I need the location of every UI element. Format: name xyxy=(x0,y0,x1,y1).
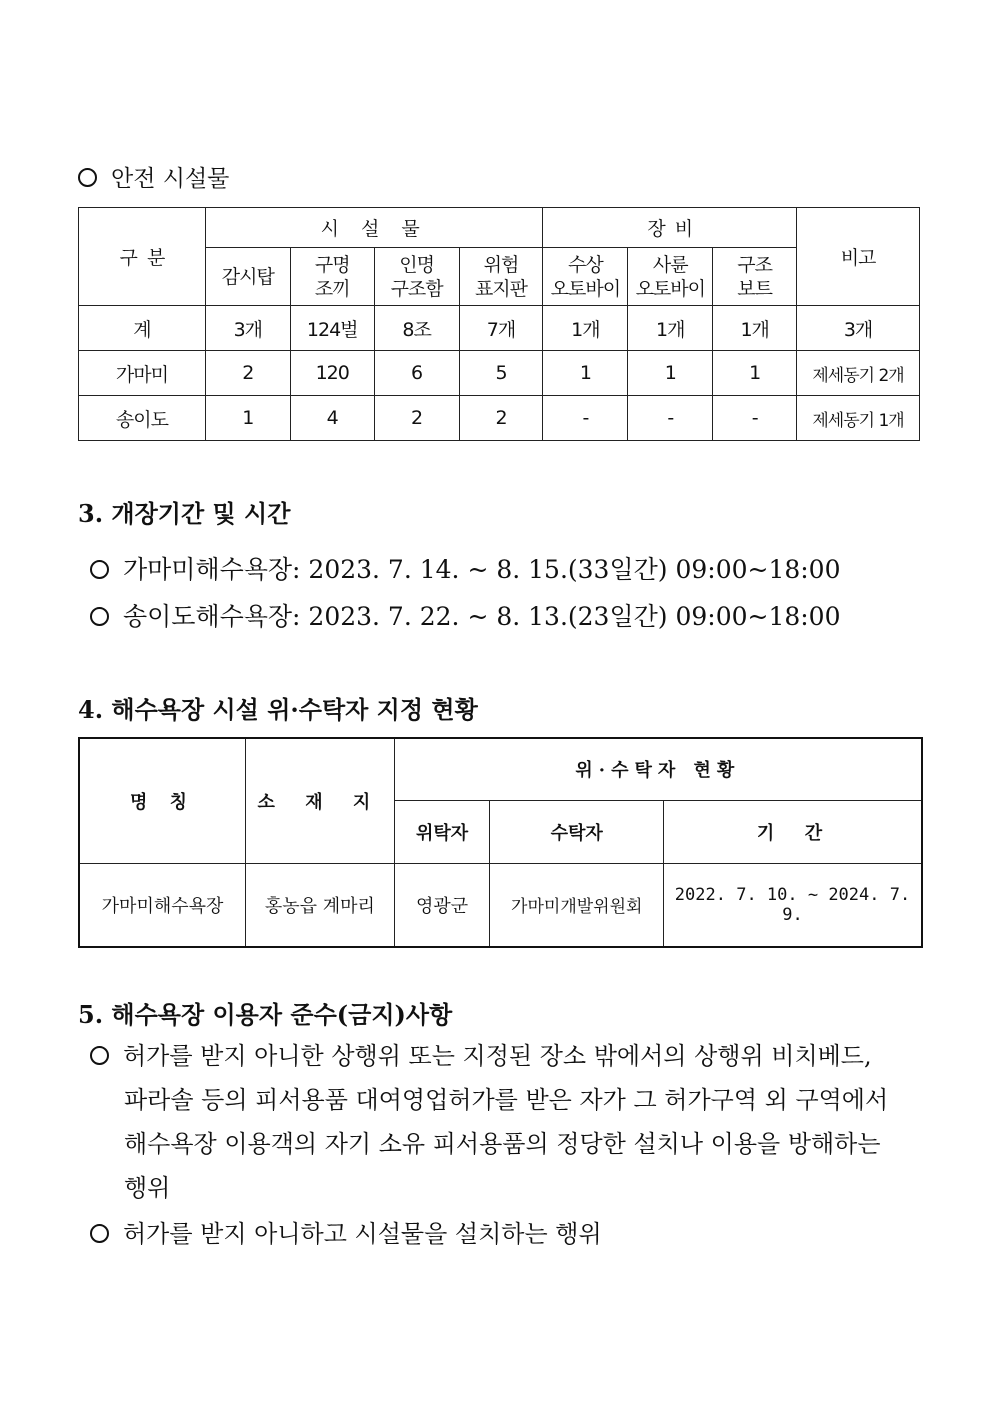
header-item: 구명 조끼 xyxy=(290,248,374,306)
cell-consignee: 가마미개발위원회 xyxy=(490,863,664,947)
section5-line: 파라솔 등의 피서용품 대여영업허가를 받은 자가 그 허가구역 외 구역에서 xyxy=(124,1086,889,1114)
cell: 1개 xyxy=(628,306,713,351)
safety-table xyxy=(78,207,920,441)
header-period: 기 간 xyxy=(664,800,922,863)
header-consignor: 위탁자 xyxy=(394,800,490,863)
header-consignee: 수탁자 xyxy=(490,800,664,863)
header-remarks: 비고 xyxy=(797,208,920,306)
cell: 5 xyxy=(459,351,543,396)
cell: 7개 xyxy=(459,306,543,351)
section5-item2: 허가를 받지 아니하고 시설물을 설치하는 행위 xyxy=(123,1220,602,1248)
section3-item xyxy=(90,550,841,586)
cell-period: 2022. 7. 10. ~ 2024. 7. 9. xyxy=(664,863,922,947)
table-row xyxy=(79,863,922,947)
cell: 8조 xyxy=(374,306,459,351)
section3-item-text: 송이도해수욕장: 2023. 7. 22. ~ 8. 13.(23일간) 09:00~18:00 xyxy=(123,602,841,631)
section5-item xyxy=(90,1212,602,1256)
header-name: 명 칭 xyxy=(79,738,246,863)
cell: - xyxy=(628,396,713,441)
circle-bullet-icon xyxy=(90,607,109,626)
cell: - xyxy=(543,396,628,441)
row-remark: 제세동기 1개 xyxy=(797,396,920,441)
cell: 6 xyxy=(374,351,459,396)
table-row xyxy=(79,306,920,351)
cell: 2 xyxy=(459,396,543,441)
section5-line: 허가를 받지 아니한 상행위 또는 지정된 장소 밖에서의 상행위 비치베드, xyxy=(123,1042,872,1070)
header-item: 감시탑 xyxy=(205,248,290,306)
section5-heading: 5. 해수욕장 이용자 준수(금지)사항 xyxy=(78,1000,453,1029)
table-row xyxy=(79,396,920,441)
cell: 3개 xyxy=(205,306,290,351)
header-item: 구조 보트 xyxy=(713,248,797,306)
section4-heading: 4. 해수욕장 시설 위·수탁자 지정 현황 xyxy=(78,695,478,724)
row-remark: 제세동기 2개 xyxy=(797,351,920,396)
table-row xyxy=(79,351,920,396)
row-name: 가마미 xyxy=(79,351,206,396)
header-equipment: 장 비 xyxy=(543,208,797,248)
header-item: 인명 구조함 xyxy=(374,248,459,306)
cell: 1개 xyxy=(543,306,628,351)
cell-consignor: 영광군 xyxy=(394,863,490,947)
cell: 120 xyxy=(290,351,374,396)
header-facilities: 시 설 물 xyxy=(205,208,543,248)
header-category: 구 분 xyxy=(79,208,206,306)
row-remark: 3개 xyxy=(797,306,920,351)
cell: 1 xyxy=(543,351,628,396)
circle-bullet-icon xyxy=(90,1046,109,1065)
section5-item xyxy=(90,1034,872,1078)
cell-name: 가마미해수욕장 xyxy=(79,863,246,947)
consignment-table xyxy=(78,737,923,948)
section5-line: 행위 xyxy=(124,1174,171,1202)
cell: 1 xyxy=(628,351,713,396)
circle-bullet-icon xyxy=(90,560,109,579)
cell: - xyxy=(713,396,797,441)
cell-location: 홍농읍 계마리 xyxy=(246,863,395,947)
section3-item xyxy=(90,597,841,633)
header-status: 위·수탁자 현황 xyxy=(394,738,922,800)
cell: 124벌 xyxy=(290,306,374,351)
cell: 4 xyxy=(290,396,374,441)
header-location: 소 재 지 xyxy=(246,738,395,863)
row-name: 송이도 xyxy=(79,396,206,441)
cell: 1 xyxy=(205,396,290,441)
circle-bullet-icon xyxy=(78,168,97,187)
row-name: 계 xyxy=(79,306,206,351)
circle-bullet-icon xyxy=(90,1224,109,1243)
header-item: 사륜 오토바이 xyxy=(628,248,713,306)
cell: 1 xyxy=(713,351,797,396)
header-item: 위험 표지판 xyxy=(459,248,543,306)
header-item: 수상 오토바이 xyxy=(543,248,628,306)
cell: 1개 xyxy=(713,306,797,351)
cell: 2 xyxy=(374,396,459,441)
safety-title-line xyxy=(78,160,229,193)
section5-line: 해수욕장 이용객의 자기 소유 피서용품의 정당한 설치나 이용을 방해하는 xyxy=(124,1130,881,1158)
cell: 2 xyxy=(205,351,290,396)
section3-item-text: 가마미해수욕장: 2023. 7. 14. ~ 8. 15.(33일간) 09:00~18:00 xyxy=(123,555,841,584)
section3-heading: 3. 개장기간 및 시간 xyxy=(78,499,291,528)
safety-title: 안전 시설물 xyxy=(111,166,230,192)
